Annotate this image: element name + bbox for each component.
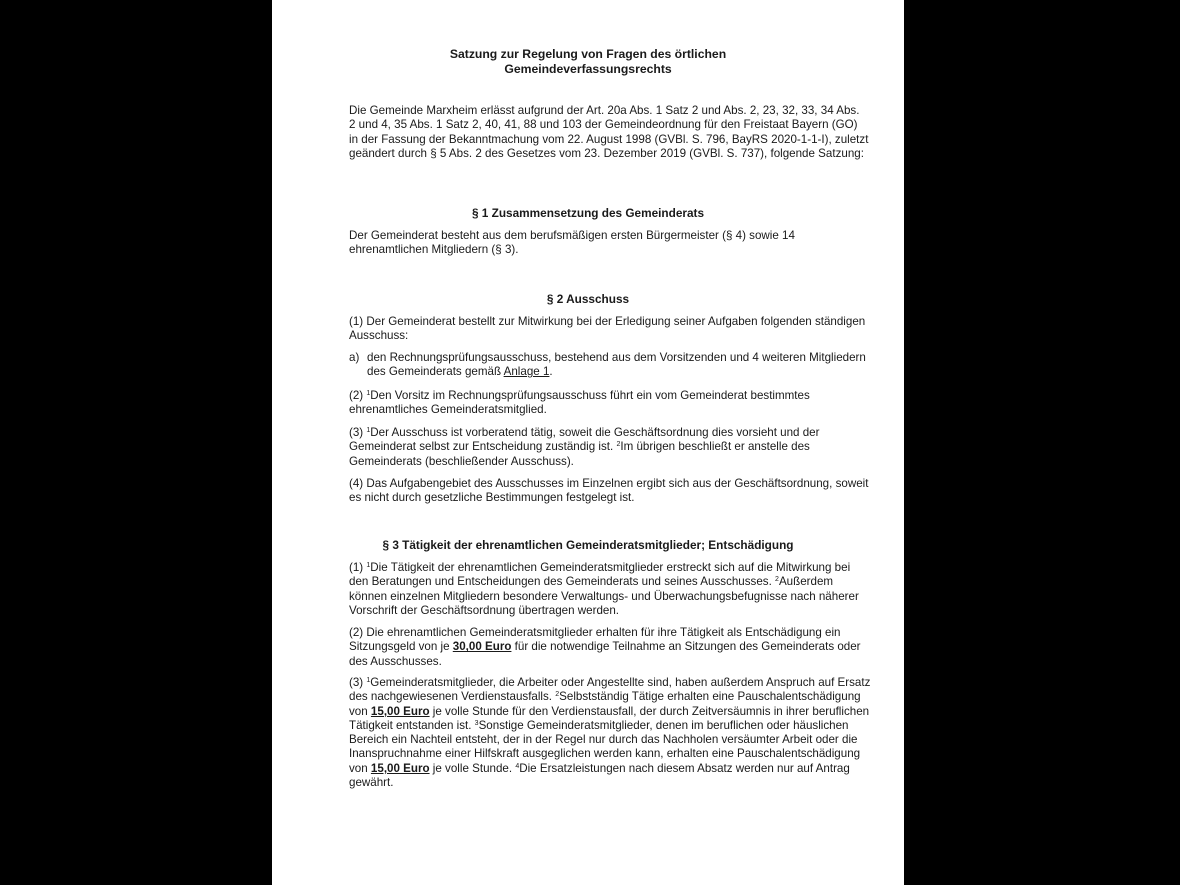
section-1-paragraph: Der Gemeinderat besteht aus dem berufsmäßigen ersten Bürgermeister (§ 4) sowie 14 ehrenamtlichen Mitgliedern (§ 3). [349, 229, 795, 257]
para-text: Die Ersatzleistungen nach diesem Absatz werden nur auf Antrag gewährt. [349, 761, 850, 790]
sentence-number: 2 [775, 576, 779, 584]
amount-sonstige: 15,00 Euro [370, 761, 430, 775]
document-page [272, 0, 904, 885]
para-text: Außerdem können einzelnen Mitgliedern besondere Verwaltungs- und Überwachungsbefugnisse nach näherer Vorschrift der Geschäftsordnung übertragen werden. [349, 575, 859, 617]
para-text: Gemeinderatsmitglieder, die Arbeiter oder Angestellte sind, haben außerdem Anspruch auf Ersatz des nachgewiesenen Verdienstausfalls. [349, 676, 871, 704]
title-line-2: Gemeindeverfassungsrechts [504, 62, 672, 76]
document-title [272, 47, 904, 77]
section-2-paragraph-4: (4) Das Aufgabengebiet des Ausschusses im Einzelnen ergibt sich aus der Geschäftsordnung, soweit es nicht durch gesetzliche Bestimmungen festgelegt ist. [349, 477, 869, 505]
sentence-number: 1 [366, 390, 371, 397]
para-number: (3) [349, 426, 367, 439]
section-2-paragraph-2 [349, 389, 869, 418]
sentence-number: 3 [474, 719, 479, 727]
para-text: Den Vorsitz im Rechnungsprüfungsausschuss führt ein vom Gemeinderat bestimmtes ehrenamtliches Gemeinderatsmitglied. [349, 389, 810, 417]
sentence-number: 1 [366, 677, 371, 684]
para-number: (3) [349, 676, 367, 689]
para-text: für die notwendige Teilnahme an Sitzungen des Gemeinderats oder des Ausschusses. [349, 640, 861, 668]
item-a-text: den Rechnungsprüfungsausschuss, bestehend aus dem Vorsitzenden und 4 weiteren Mitgliedern des Gemeinderats gemäß [367, 351, 866, 379]
amount-selbststaendige: 15,00 Euro [370, 704, 430, 718]
anlage-link[interactable]: Anlage 1 [503, 365, 550, 379]
sentence-number: 1 [366, 562, 371, 569]
para-text: Im übrigen beschließt er anstelle des Gemeinderats (beschließender Ausschuss). [349, 440, 810, 468]
preamble: Die Gemeinde Marxheim erlässt aufgrund der Art. 20a Abs. 1 Satz 2 und Abs. 2, 23, 32, 33, 34 Abs. 2 und 4, 35 Abs. 1 Satz 2, 40, 41, 88 und 103 der Gemeindeordnung für den Freistaat Bayern (GO) in der Fassung der Bekanntmachung vom 22. August 1998 (GVBl. S. 796, BayRS 2020-1-1-I), zuletzt geändert durch § 5 Abs. 2 des Gesetzes vom 23. Dezember 2019 (GVBl. S. 737), folgende Satzung: [349, 104, 869, 160]
item-label: a) [349, 351, 360, 364]
para-number: (1) [349, 561, 367, 574]
sentence-number: 1 [366, 427, 371, 434]
para-text: je volle Stunde. [429, 761, 516, 775]
section-3-paragraph-1 [349, 561, 869, 618]
para-text: Selbstständig Tätige erhalten eine Pauschalentschädigung von [349, 690, 861, 718]
title-line-1: Satzung zur Regelung von Fragen des örtlichen [449, 47, 727, 61]
para-text: Sonstige Gemeinderatsmitglieder, denen im beruflichen oder häuslichen Bereich ein Nachteil entsteht, der in der Regel nur durch das Nachholen versäumter Arbeit oder die Inanspruchnahme einer Hilfskraft ausgeglichen werden kann, erhalten eine Pauschalentschädigung von [349, 718, 861, 775]
item-text [367, 351, 869, 380]
para-text: Die Tätigkeit der ehrenamtlichen Gemeinderatsmitglieder erstreckt sich auf die Mitwirkung bei den Beratungen und Entscheidungen des Gemeinderats und seines Ausschusses. [349, 561, 851, 589]
section-2-item-a [349, 351, 869, 380]
para-text: je volle Stunde für den Verdienstausfall, der durch Zeitversäumnis in ihrer beruflichen Tätigkeit entstanden ist. [349, 704, 870, 732]
section-3-paragraph-2 [349, 626, 869, 669]
amount-sitzungsgeld: 30,00 Euro [452, 640, 512, 654]
item-a-end: . [549, 365, 553, 379]
section-3-paragraph-3 [349, 676, 874, 790]
section-2-paragraph-1: (1) Der Gemeinderat bestellt zur Mitwirkung bei der Erledigung seiner Aufgaben folgenden ständigen Ausschuss: [349, 315, 866, 343]
sentence-number: 4 [515, 762, 520, 770]
para-text: (2) Die ehrenamtlichen Gemeinderatsmitglieder erhalten für ihre Tätigkeit als Entschädigung ein Sitzungsgeld von je [349, 626, 841, 654]
para-number: (2) [349, 389, 367, 402]
section-2-paragraph-3 [349, 426, 869, 469]
sentence-number: 2 [555, 691, 560, 699]
section-2-heading: § 2 Ausschuss [546, 292, 630, 306]
section-1-heading: § 1 Zusammensetzung des Gemeinderats [471, 206, 705, 220]
section-3-heading: § 3 Tätigkeit der ehrenamtlichen Gemeinderatsmitglieder; Entschädigung [382, 538, 794, 552]
sentence-number: 2 [616, 441, 621, 449]
para-text: Der Ausschuss ist vorberatend tätig, soweit die Geschäftsordnung dies vorsieht und der Gemeinderat selbst zur Entscheidung zuständig ist. [349, 426, 820, 454]
